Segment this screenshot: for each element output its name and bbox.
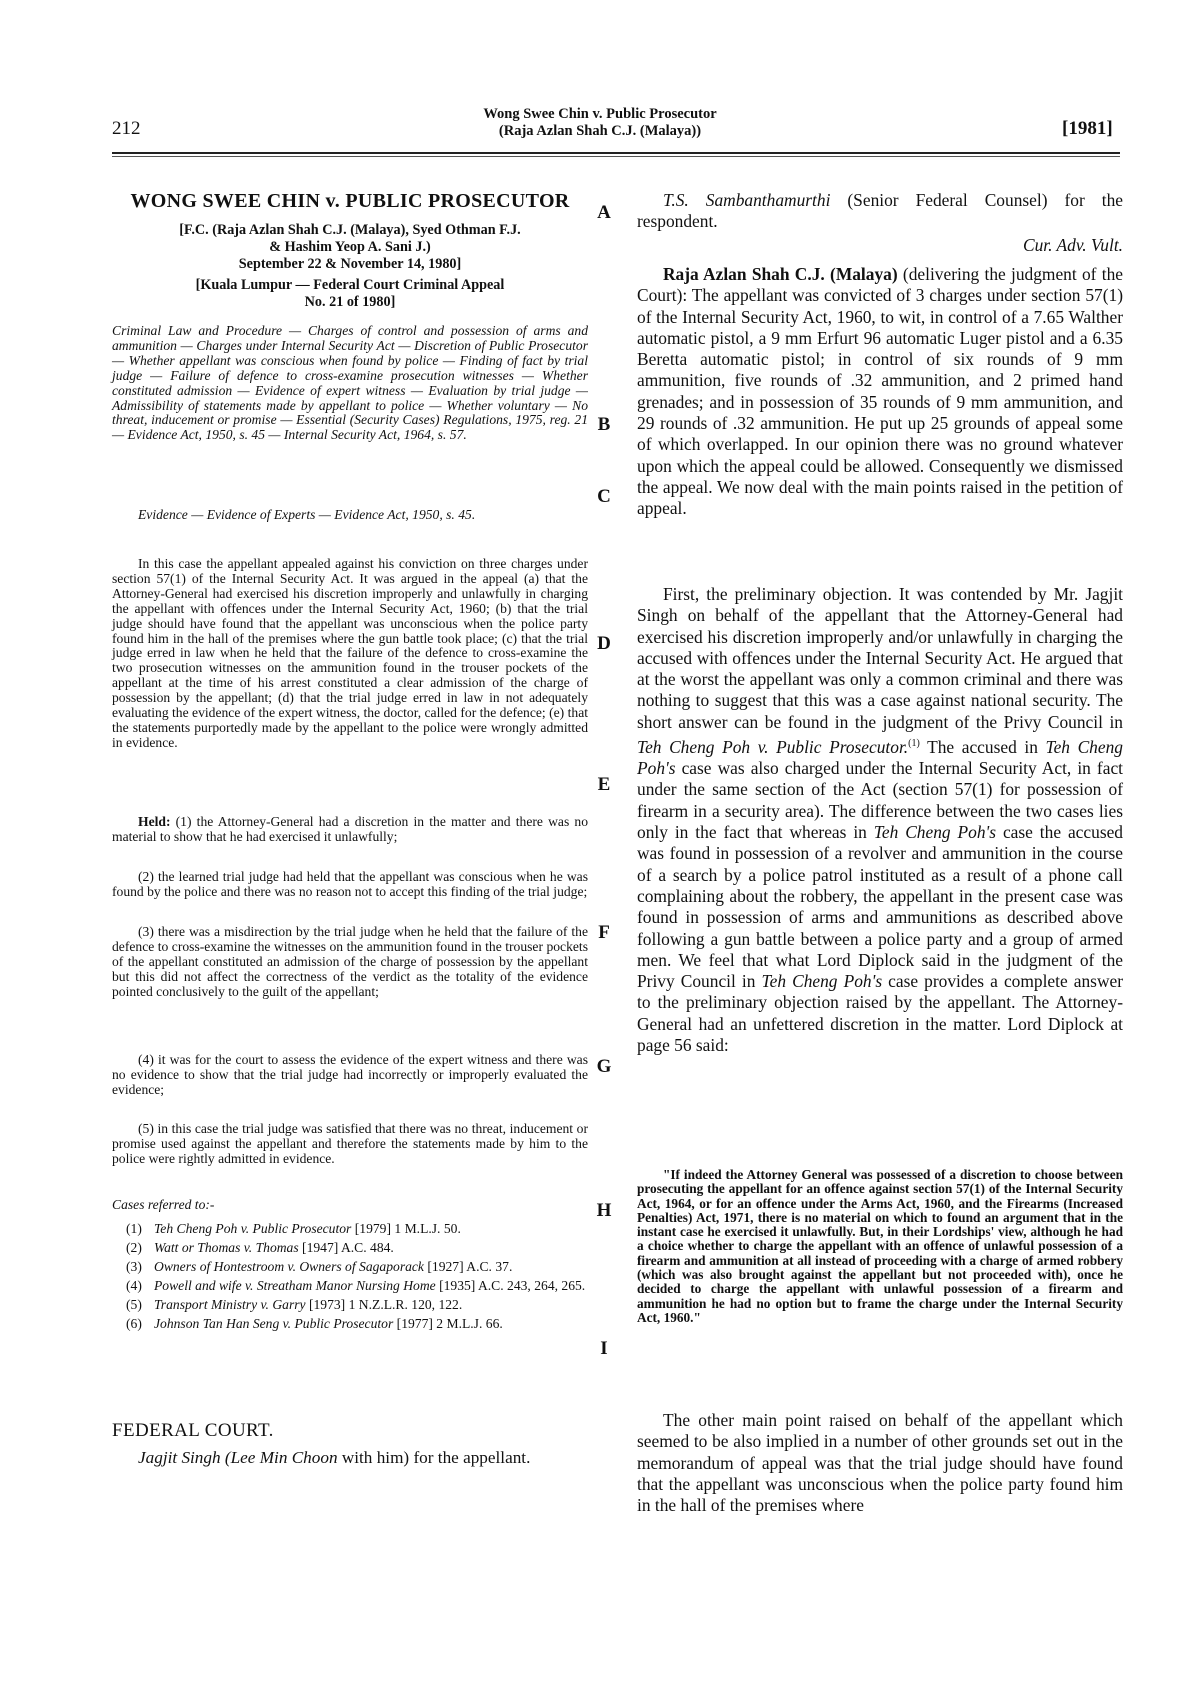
case-item <box>112 1317 588 1332</box>
held-2: (2) the learned trial judge had held that the appellant was conscious when he was found by the police and there was no reason not to accept this finding of the trial judge; <box>112 869 588 899</box>
margin-letter: F <box>598 922 610 943</box>
case-number: (1) <box>126 1221 142 1236</box>
held-1-text: (1) the Attorney-General had a discretion in the matter and there was no material to show that he had exercised it unlawfully; <box>112 814 588 844</box>
cur-adv-vult: Cur. Adv. Vult. <box>1023 235 1123 255</box>
case-title: WONG SWEE CHIN v. PUBLIC PROSECUTOR <box>130 190 570 212</box>
case-name: Owners of Hontestroom v. Owners of Sagaporack <box>154 1258 424 1274</box>
case-item <box>112 1279 588 1294</box>
catchwords-evidence: Evidence — Evidence of Experts — Evidence Act, 1950, s. 45. <box>138 507 476 522</box>
case-citation: [1973] 1 N.Z.L.R. 120, 122. <box>305 1296 463 1312</box>
held-4: (4) it was for the court to assess the evidence of the expert witness and there was no evidence to show that the trial judge had incorrectly or improperly evaluated the evidence; <box>112 1052 588 1097</box>
running-subtitle: (Raja Azlan Shah C.J. (Malaya)) <box>498 123 702 139</box>
held-label: Held: <box>138 814 171 829</box>
case-item <box>112 1298 588 1313</box>
margin-letter: G <box>596 1056 612 1077</box>
case-citation: [1979] 1 M.L.J. 50. <box>351 1221 461 1236</box>
counsel-appellant-rest: with him) for the appellant. <box>337 1448 531 1467</box>
diplock-quote: "If indeed the Attorney General was possessed of a discretion to choose between prosecuting the appellant for an offence against section 57(1) of the Internal Security Act, 1964, or for an offence under the Arms Act, 1960, and the Firearms (Increased Penalties) Act, 1971, there is no material on which to found an argument that in the instant case he exercised it unlawfully. But, in their Lordships' view, although he had a choice whether to charge the appellant with an offence of unlawful possession of a firearm and ammunition at all instead of proceeding with a charge of armed robbery (which was also brought against the appellant but not proceeded with), once he decided to charge the appellant with unlawful possession of a firearm and ammunition he had no option but to frame the charge under the Internal Security Act, 1960." <box>637 1167 1123 1325</box>
judgment-para-1-text: (delivering the judgment of the Court): The appellant was convicted of 3 charges under section 57(1) of the Internal Security Act, 1960, to wit, in control of a 7.65 Walther automatic pistol, a 9 mm Erfurt 96 automatic Luger pistol and a 6.35 Beretta automatic pistol; in control of six rounds of 9 mm ammunition, five rounds of .32 ammunition, and 2 primed hand grenades; and in possession of 35 rounds of 9 mm ammunition, and 29 rounds of .32 ammunition. He put up 25 grounds of appeal some of which overlapped. In our opinion there was no ground whatever upon which the appeal could be allowed. Consequently we dismissed the appeal. We now deal with the main points raised in the petition of appeal. <box>637 264 1123 519</box>
judgment-para-2 <box>637 584 1123 1056</box>
coram-line-1: [F.C. (Raja Azlan Shah C.J. (Malaya), Syed Othman F.J. <box>179 222 521 238</box>
court-line-2: No. 21 of 1980] <box>304 294 396 310</box>
running-header <box>300 106 900 140</box>
case-name: Watt or Thomas v. Thomas <box>154 1239 299 1255</box>
held-1 <box>112 815 588 845</box>
case-number: (3) <box>126 1258 142 1274</box>
counsel-respondent-name: T.S. Sambanthamurthi <box>663 190 831 210</box>
case-name: Teh Cheng Poh v. Public Prosecutor <box>154 1221 352 1236</box>
para-2-text: The accused in <box>919 736 1046 757</box>
judgment-para-3: The other main point raised on behalf of the appellant which seemed to be also implied in a number of other grounds set out in the memorandum of appeal was that the trial judge should have found that the appellant was unconscious when the police party found him in the hall of the premises where <box>637 1410 1123 1516</box>
header-rule <box>112 152 1120 154</box>
margin-letter: H <box>596 1200 612 1221</box>
case-name: Powell and wife v. Streatham Manor Nursing Home <box>154 1277 436 1293</box>
case-citation: [1977] 2 M.L.J. 66. <box>393 1315 503 1331</box>
case-number: (4) <box>126 1277 142 1293</box>
margin-letter: I <box>600 1338 608 1359</box>
counsel-respondent <box>637 190 1123 233</box>
case-item <box>112 1260 588 1275</box>
margin-letter: C <box>597 486 611 507</box>
held-5: (5) in this case the trial judge was satisfied that there was no threat, inducement or promise used against the appellant and therefore the statements made by him to the police were rightly admitted in evidence. <box>112 1121 588 1166</box>
case-citation: [1927] A.C. 37. <box>423 1258 513 1274</box>
coram-line-2: & Hashim Yeop A. Sani J.) <box>269 239 431 255</box>
report-year: [1981] <box>1062 118 1113 139</box>
para-2-text: First, the preliminary objection. It was contended by Mr. Jagjit Singh on behalf of the appellant that the Attorney-General had exercised his discretion improperly and/or unlawfully in charging the accused with offences under the Internal Security Act. He argued that at the worst the appellant was only a common criminal and there was nothing to suggest that this was a case against national security. The short answer can be found in the judgment of the Privy Council in <box>637 584 1123 732</box>
case-item <box>112 1241 588 1256</box>
case-number: (2) <box>126 1239 142 1255</box>
case-number: (5) <box>126 1296 142 1312</box>
case-ref-teh-cheng-poh: Teh Cheng Poh's <box>873 822 997 843</box>
para-2-text: case was also charged under the Internal Security Act, in fact under the same section of the Act (section 57(1) for possession of firearm in a security area). The difference between the two cases lies only in the fact that whereas in <box>637 758 1123 843</box>
case-citation: [1935] A.C. 243, 264, 265. <box>435 1277 586 1293</box>
coram-block <box>112 222 588 311</box>
catchwords: Criminal Law and Procedure — Charges of control and possession of arms and ammunition — Charges under Internal Security Act — Discretion of Public Prosecutor — Whether appellant was conscious when found by police — Finding of fact by trial judge — Failure of defence to cross-examine prosecution witnesses — Whether constituted admission — Evidence of expert witness — Evaluation by trial judge — Admissibility of statements made by appellant to police — Whether voluntary — No threat, inducement or promise — Essential (Security Cases) Regulations, 1975, reg. 21 — Evidence Act, 1950, s. 45 — Internal Security Act, 1964, s. 57. <box>112 323 588 443</box>
case-name: Transport Ministry v. Garry <box>154 1296 306 1312</box>
case-name: Johnson Tan Han Seng v. Public Prosecutor <box>154 1315 394 1331</box>
cases-heading: Cases referred to:- <box>112 1197 215 1212</box>
court-line-1: [Kuala Lumpur — Federal Court Criminal Appeal <box>195 277 505 293</box>
running-title: Wong Swee Chin v. Public Prosecutor <box>483 106 717 122</box>
margin-letter: E <box>597 774 611 795</box>
header-rule-thin <box>112 156 1120 157</box>
judgment-para-1 <box>637 264 1123 520</box>
margin-letter: B <box>597 414 611 435</box>
margin-letter: D <box>597 633 611 654</box>
counsel-respondent-rest: (Senior Federal Counsel) for the respondent. <box>637 190 1123 232</box>
case-number: (6) <box>126 1315 142 1331</box>
court-heading: FEDERAL COURT. <box>112 1420 274 1441</box>
counsel-appellant <box>112 1447 588 1468</box>
case-ref-teh-cheng-poh: Teh Cheng Poh v. Public Prosecutor. <box>637 736 909 757</box>
page-number: 212 <box>112 118 141 139</box>
headnote: In this case the appellant appealed against his conviction on three charges under section 57(1) of the Internal Security Act. It was argued in the appeal (a) that the Attorney-General had exercised his discretion improperly and unlawfully in charging the appellant with offences under the Internal Security Act, 1960; (b) that the trial judge should have found that the appellant was unconscious when the police party found him in the hall of the premises where the gun battle took place; (c) that the trial judge erred in law when he held that the failure of the defence to cross-examine the two prosecution witnesses on the ammunition found in the trouser pockets of the appellant at the time of his arrest constituted a clear admission of the charge of possession by the appellant; (d) that the trial judge erred in law in not adequately evaluating the evidence of the expert witness, the doctor, called for the defence; (e) that the statements purportedly made by the appellant to the police were wrongly admitted in evidence. <box>112 556 588 750</box>
margin-letter: A <box>597 202 611 223</box>
para-2-text: case the accused was found in possession of a revolver and ammunition in the course of a search by a police patrol instituted as a result of a phone call complaining about the robbery, the appellant in the present case was found in possession of arms and ammunitions as described above following a gun battle between a police party and a group of armed men. We feel that what Lord Diplock said in the judgment of the Privy Council in <box>637 822 1124 992</box>
cases-list <box>112 1222 588 1335</box>
case-ref-teh-cheng-poh: Teh Cheng Poh's <box>637 736 1123 779</box>
case-ref-teh-cheng-poh: Teh Cheng Poh's <box>761 971 883 992</box>
judge-name: Raja Azlan Shah C.J. (Malaya) <box>663 264 898 284</box>
held-3: (3) there was a misdirection by the trial judge when he held that the failure of the defence to cross-examine the witnesses on the ammunition found in the trouser pockets of the appellant constituted an admission of the charge of possession by the appellant but this did not affect the correctness of the verdict as the totality of the evidence pointed conclusively to the guilt of the appellant; <box>112 924 588 999</box>
case-item <box>112 1222 588 1237</box>
counsel-appellant-names: Jagjit Singh (Lee Min Choon <box>138 1448 338 1467</box>
hearing-dates: September 22 & November 14, 1980] <box>238 256 462 272</box>
case-citation: [1947] A.C. 484. <box>298 1239 394 1255</box>
footnote-ref: (1) <box>908 738 920 750</box>
para-2-text: case provides a complete answer to the preliminary objection raised by the appellant. The Attorney-General had an unfettered discretion in the matter. Lord Diplock at page 56 said: <box>637 971 1124 1056</box>
